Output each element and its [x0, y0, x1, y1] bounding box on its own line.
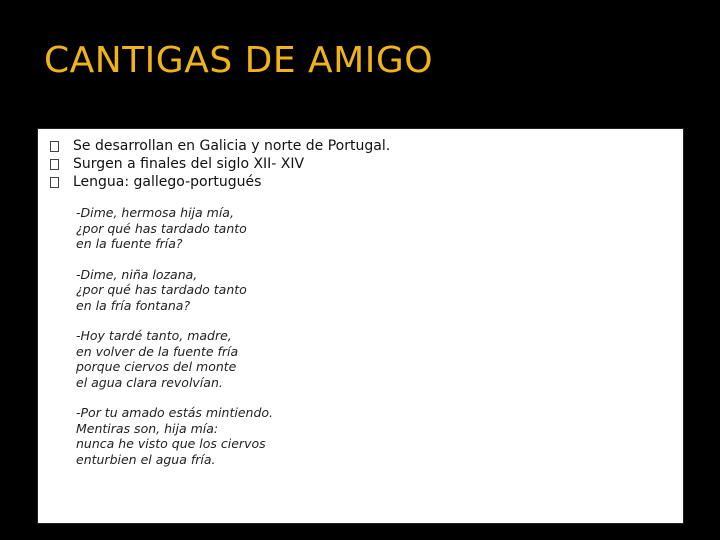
poem-line: nunca he visto que los ciervos	[76, 436, 266, 451]
poem-line: en la fuente fría?	[76, 236, 183, 251]
poem-line: ¿por qué has tardado tanto	[76, 220, 247, 236]
bullet-item	[50, 155, 390, 173]
bullet-text: Lengua: gallego-portugués	[73, 174, 262, 190]
poem-line: -Por tu amado estás mintiendo.	[76, 405, 274, 420]
content-panel	[37, 128, 684, 524]
poem-stanza	[76, 405, 273, 467]
poem-line: en volver de la fuente fría	[76, 343, 239, 359]
poem	[76, 205, 273, 482]
bullet-square-icon	[50, 177, 59, 188]
poem-line: porque ciervos del monte	[76, 359, 237, 374]
bullet-text: Se desarrollan en Galicia y norte de Portugal.	[73, 138, 391, 154]
poem-line: -Dime, hermosa hija mía,	[76, 205, 234, 220]
bullet-item	[50, 173, 390, 191]
bullet-text: Surgen a finales del siglo XII- XIV	[73, 156, 305, 172]
poem-line: -Hoy tardé tanto, madre,	[76, 328, 232, 343]
poem-line: enturbien el agua fría.	[76, 451, 216, 467]
poem-line: -Dime, niña lozana,	[76, 266, 198, 282]
bullet-square-icon	[50, 159, 59, 170]
poem-line: Mentiras son, hija mía:	[76, 420, 219, 436]
poem-stanza	[76, 267, 273, 314]
slide-title: CANTIGAS DE AMIGO	[44, 40, 434, 81]
poem-line: ¿por qué has tardado tanto	[76, 282, 247, 297]
poem-stanza	[76, 328, 273, 390]
bullet-list	[50, 137, 390, 191]
poem-line: en la fría fontana?	[76, 297, 191, 313]
bullet-item	[50, 137, 390, 155]
bullet-square-icon	[50, 141, 59, 152]
poem-line: el agua clara revolvían.	[76, 374, 223, 390]
title-band	[0, 0, 720, 112]
poem-stanza	[76, 205, 273, 252]
